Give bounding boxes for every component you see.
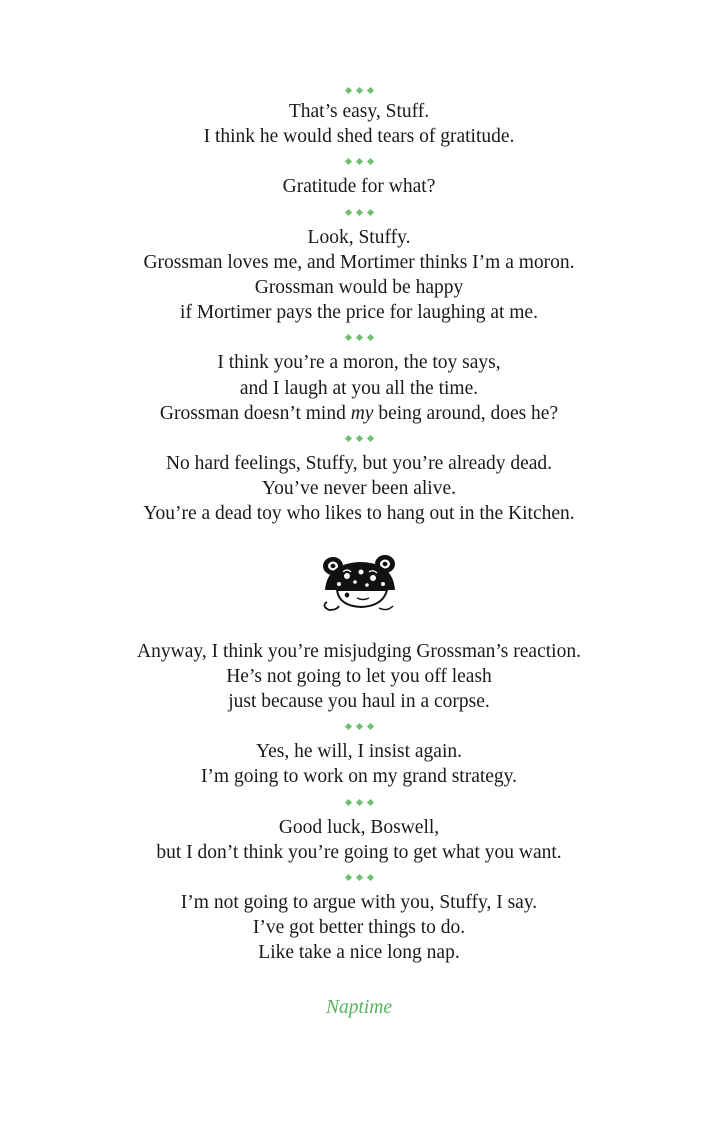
verse-block (0, 99, 718, 149)
emphasis-text: my (350, 402, 374, 424)
verse-block (0, 815, 718, 865)
separator-dots (0, 865, 718, 890)
verse-line: but I don’t think you’re going to get what you want. (156, 841, 562, 863)
separator-dots (0, 149, 718, 174)
separator-dots (0, 325, 718, 350)
verse-line: Like take a nice long nap. (258, 942, 460, 964)
verse-block (0, 639, 718, 715)
verse-block (0, 890, 718, 966)
stuffed-toy-illustration (0, 527, 718, 639)
verse-line: That’s easy, Stuff. (288, 101, 430, 122)
verse-block (0, 350, 718, 426)
verse-line: I’m not going to argue with you, Stuffy, I say. (180, 892, 538, 914)
verse-block (0, 739, 718, 789)
verse-line: Gratitude for what? (282, 176, 436, 198)
verse-line: and I laugh at you all the time. (239, 377, 479, 399)
verse-block (0, 451, 718, 527)
separator-dots (0, 426, 718, 451)
verse-line: I’m going to work on my grand strategy. (200, 766, 518, 788)
verse-line: Grossman loves me, and Mortimer thinks I’m a moron. (143, 251, 575, 273)
verse-line: He’s not going to let you off leash (226, 665, 492, 687)
verse-line (0, 401, 718, 426)
verse-line: No hard feelings, Stuffy, but you’re already dead. (165, 453, 553, 475)
verse-block (0, 174, 718, 199)
verse-line: Grossman would be happy (254, 277, 464, 299)
verse-line: Good luck, Boswell, (278, 816, 440, 838)
verse-line: You’ve never been alive. (261, 478, 457, 500)
verse-block (0, 225, 718, 326)
verse-line: just because you haul in a corpse. (228, 691, 490, 713)
verse-line: Look, Stuffy. (307, 226, 411, 248)
verse-line: Anyway, I think you’re misjudging Grossman’s reaction. (137, 640, 581, 662)
verse-line: You’re a dead toy who likes to hang out in the Kitchen. (143, 503, 575, 525)
section-title-naptime: Naptime (325, 996, 393, 1018)
verse-text: being around, does he? (373, 402, 559, 424)
verse-line: if Mortimer pays the price for laughing at me. (180, 302, 538, 324)
verse-line: I’ve got better things to do. (252, 917, 466, 939)
verse-line: I think he would shed tears of gratitude. (203, 126, 515, 148)
verse-line: I think you’re a moron, the toy says, (217, 352, 501, 374)
separator-dots (0, 790, 718, 815)
verse-line: Yes, he will, I insist again. (255, 741, 463, 763)
separator-dots (0, 714, 718, 739)
separator-dots (0, 200, 718, 225)
verse-text: Grossman doesn’t mind (159, 402, 351, 424)
page-content (0, 78, 718, 1020)
